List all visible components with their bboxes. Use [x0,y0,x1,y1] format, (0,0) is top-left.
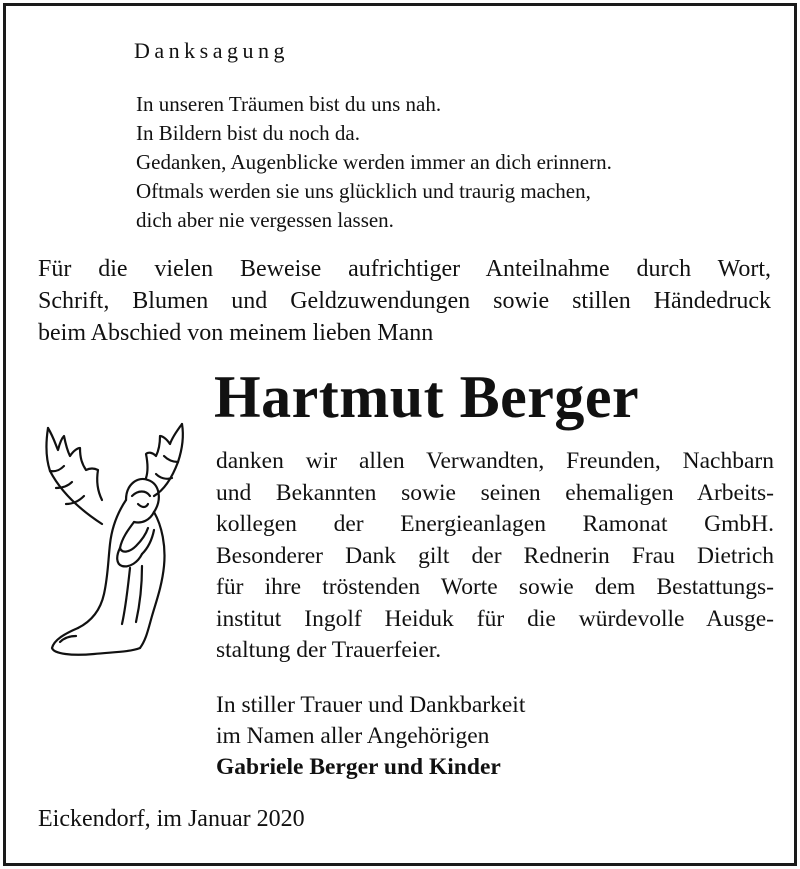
thanks-line: staltung der Trauerfeier. [216,637,442,663]
notice-heading: Danksagung [134,38,289,63]
memorial-poem [136,90,612,235]
thanks-line: danken wir allen Verwandten, Freunden, Nachbarn [216,448,774,474]
thanks-line: Besonderer Dank gilt der Rednerin Frau Dietrich [216,542,774,569]
poem-line: Gedanken, Augenblicke werden immer an dich erinnern. [136,150,612,174]
thanks-line: und Bekannten sowie seinen ehemaligen Arbeits- [216,479,774,506]
deceased-name: Hartmut Berger [214,364,640,430]
poem-line: dich aber nie vergessen lassen. [136,208,394,232]
obituary-frame [3,3,797,866]
poem-line: In Bildern bist du noch da. [136,121,360,145]
closing-block [216,690,525,783]
thanks-paragraph [216,446,774,667]
closing-line: im Namen aller Angehörigen [216,723,490,749]
place-date: Eickendorf, im Januar 2020 [38,806,305,832]
intro-line: Für die vielen Beweise aufrichtiger Anteilnahme durch Wort, [38,256,771,282]
poem-line: Oftmals werden sie uns glücklich und traurig machen, [136,179,591,203]
intro-line: beim Abschied von meinem lieben Mann [38,320,434,346]
intro-paragraph [38,253,771,349]
thanks-line: institut Ingolf Heiduk für die würdevolle Ausge- [216,605,774,632]
intro-line: Schrift, Blumen und Geldzuwendungen sowie stillen Händedruck [38,288,771,314]
thanks-line: für ihre tröstenden Worte sowie dem Bestattungs- [216,574,774,600]
poem-line: In unseren Träumen bist du uns nah. [136,92,442,116]
closing-line: In stiller Trauer und Dankbarkeit [216,692,526,718]
signers: Gabriele Berger und Kinder [216,754,501,780]
angel-icon [42,416,192,661]
thanks-line: kollegen der Energieanlagen Ramonat GmbH. [216,511,774,537]
